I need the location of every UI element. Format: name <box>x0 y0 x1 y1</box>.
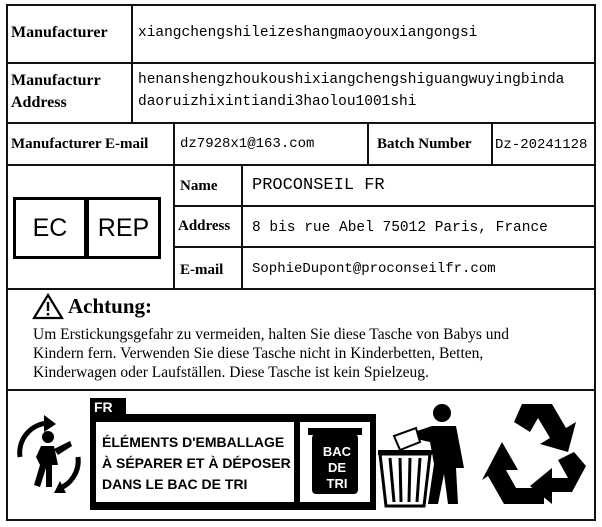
ec-rep-address-value: 8 bis rue Abel 75012 Paris, France <box>252 220 548 236</box>
batch-number-label: Batch Number <box>377 136 472 152</box>
manufacturer-label: Manufacturer <box>11 24 108 41</box>
triman-country: FR <box>94 399 113 415</box>
ec-label: EC <box>32 214 68 242</box>
recycling-icon <box>482 396 592 508</box>
warning-text-line2: Kindern fern. Verwenden Sie diese Tasche nicht in Kinderbetten, Betten, <box>33 345 484 362</box>
triman-icon <box>8 413 88 497</box>
address-value-line1: henanshengzhoukoushixiangchengshiguangwuyingbinda <box>138 72 565 88</box>
tidyman-icon <box>376 398 480 510</box>
ec-rep-address-label: Address <box>178 218 231 234</box>
warning-title: Achtung: <box>68 294 153 318</box>
ec-rep-email-value: SophieDupont@proconseilfr.com <box>252 261 496 277</box>
ec-rep-symbol <box>13 197 161 259</box>
ec-rep-name-value: PROCONSEIL FR <box>252 176 385 195</box>
ec-rep-email-label: E-mail <box>180 262 224 278</box>
triman-bin-line2: DE <box>327 460 347 475</box>
rep-label: REP <box>97 214 150 242</box>
batch-number-value: Dz-20241128 <box>495 137 588 153</box>
triman-bin-line3: TRI <box>326 476 348 491</box>
triman-line2: À SÉPARER ET À DÉPOSER <box>102 455 291 471</box>
triman-bin-line1: BAC <box>322 444 352 459</box>
manufacturer-email-value: dz7928x1@163.com <box>180 136 315 152</box>
manufacturer-email-label: Manufacturer E-mail <box>11 136 149 152</box>
address-label-line1: Manufacturr <box>11 72 101 89</box>
address-value-line2: daoruizhixintiandi3haolou1001shi <box>138 94 417 110</box>
warning-text-line1: Um Erstickungsgefahr zu vermeiden, halten Sie diese Tasche von Babys und <box>33 326 509 343</box>
warning-triangle-icon <box>32 293 64 320</box>
manufacturer-value: xiangchengshileizeshangmaoyouxiangongsi <box>138 25 478 41</box>
ec-rep-name-label: Name <box>180 178 218 194</box>
triman-line1: ÉLÉMENTS D'EMBALLAGE <box>102 434 285 450</box>
address-label-line2: Address <box>11 94 67 111</box>
triman-line3: DANS LE BAC DE TRI <box>102 476 248 492</box>
warning-text-line3: Kinderwagen oder Laufställen. Diese Tasche ist kein Spielzeug. <box>33 364 429 381</box>
